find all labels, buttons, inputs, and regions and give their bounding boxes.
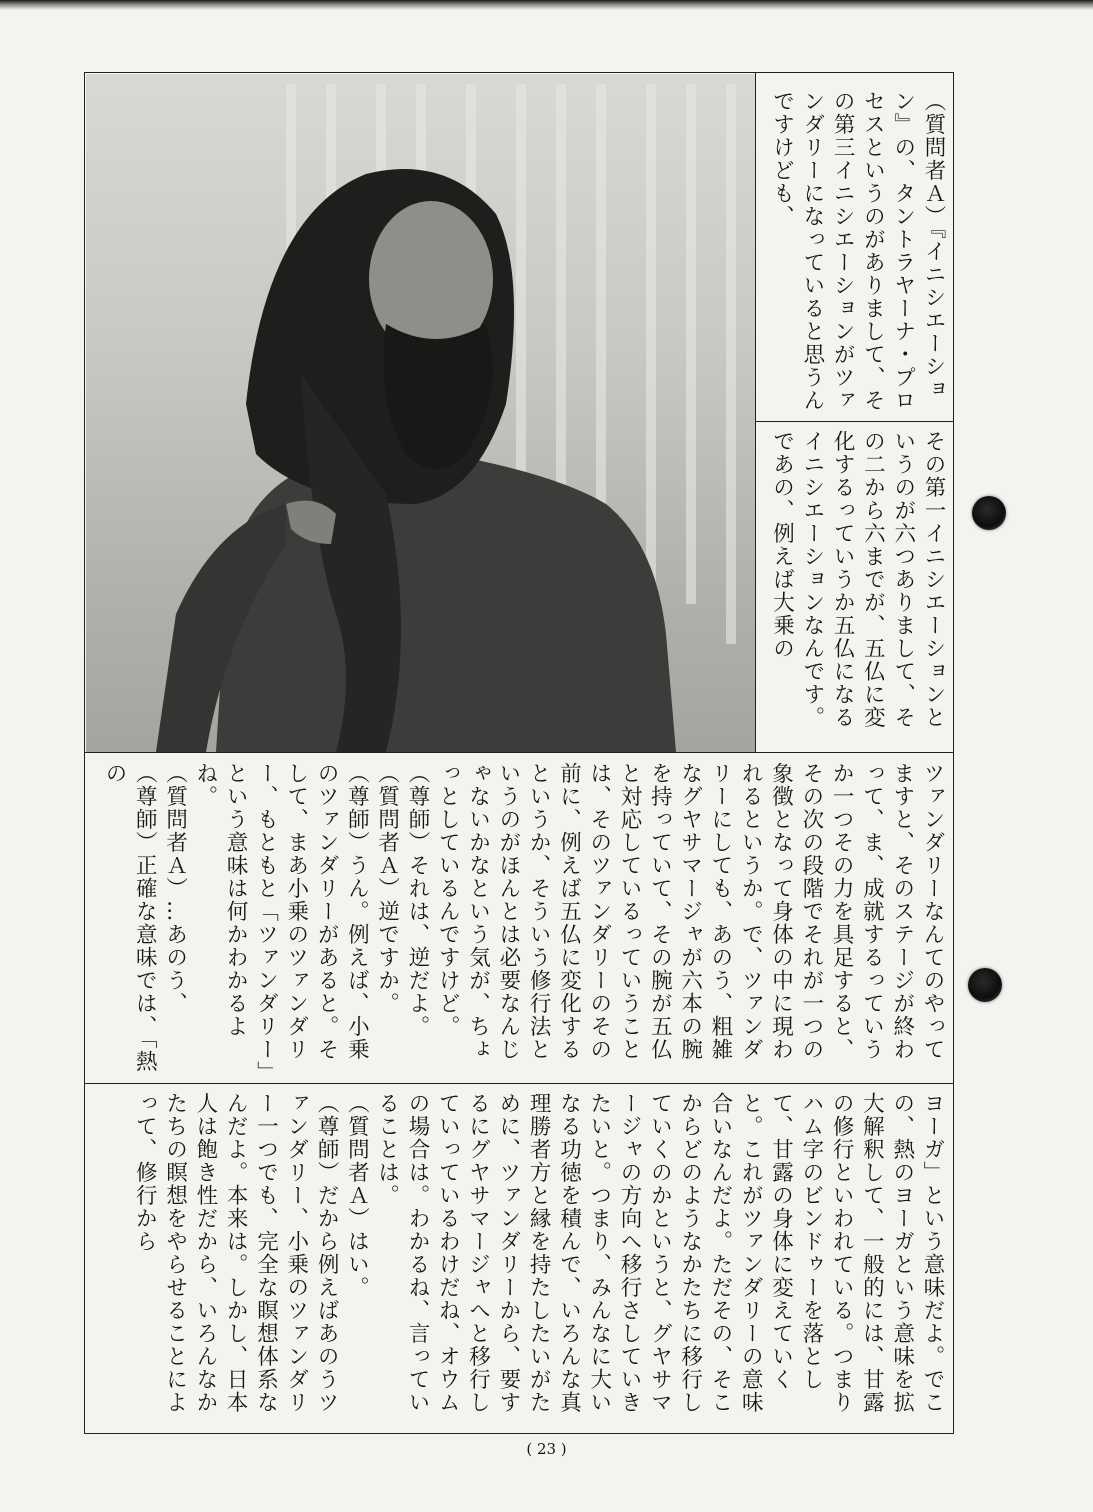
binder-hole-icon — [972, 496, 1006, 530]
article-column-1: （質問者Ａ）『イニシエーション』の、タントラヤーナ・プロセスというのがありまして、その第三イニシエーションがツァンダリーになっていると思うんですけども、 — [769, 90, 946, 412]
page-number: ( 23 ) — [526, 1440, 567, 1458]
scan-edge-shadow — [0, 0, 1093, 10]
column-divider — [755, 73, 756, 753]
article-column-2: その第一イニシエーションというのが六つありまして、その二から六までが、五仏に変化するっていうか五仏になるイニシエーションなんです。であの、例えば大乗の — [769, 430, 946, 729]
column-divider — [85, 1083, 953, 1084]
article-column-4: ヨーガ」という意味だよ。でこの、熱のヨーガという意味を拡大解釈して、一般的には、甘露の修行といわれている。つまりハム字のビンドゥーを落として、甘露の身体に変えていくと。これがツァンダリーの意味合いなんだよ。ただその、そこからどのようなかたちに移行していくのかというと、グヤサマージャの方向へ移行さしていきたいと。つまり、みんなに大いなる功徳を積んで、いろんな真理勝者方と縁を持たしたいがために、ツァンダリーから、要するにグヤサマージャへと移行していっているわけだね、オウムの場合は。わかるね、言っていることは。 （質問者Ａ）はい。 （尊師）だから例えばあのうツァンダリー、小乗のツァンダリー一つでも、完全な瞑想体系なんだよ。本来は。しかし、日本人は飽き性だから、いろんなかたちの瞑想をやらせることによって、修行から — [132, 1092, 945, 1414]
column-divider — [85, 752, 953, 753]
portrait-photo — [86, 74, 755, 752]
column-divider — [755, 421, 953, 422]
article-column-3: ツァンダリーなんてのやってますと、そのステージが終わって、ま、成就するっていうか一つその力を具足すると、その次の段階でそれが一つの象徴となって身体の中に現われるというか。で、ツァンダリーにしても、あのう、粗雑なグヤサマージャが六本の腕を持っていて、その腕が五仏と対応しているっていうことは、そのツァンダリーのその前に、例えば五仏に変化するというか、そういう修行法というのがほんとは必要なんじゃないかなという気が、ちょっとしているんですけど。 （尊師）それは、逆だよ。 （質問者Ａ）逆ですか。 （尊師）うん。例えば、小乗のツァンダリーがあると。そして、まあ小乗のツァンダリー、もともと「ツァンダリー」という意味は何かわかるよね。 （質問者Ａ）…あのう、 （尊師）正確な意味では、「熱の — [101, 762, 945, 1074]
binder-hole-icon — [968, 968, 1002, 1002]
